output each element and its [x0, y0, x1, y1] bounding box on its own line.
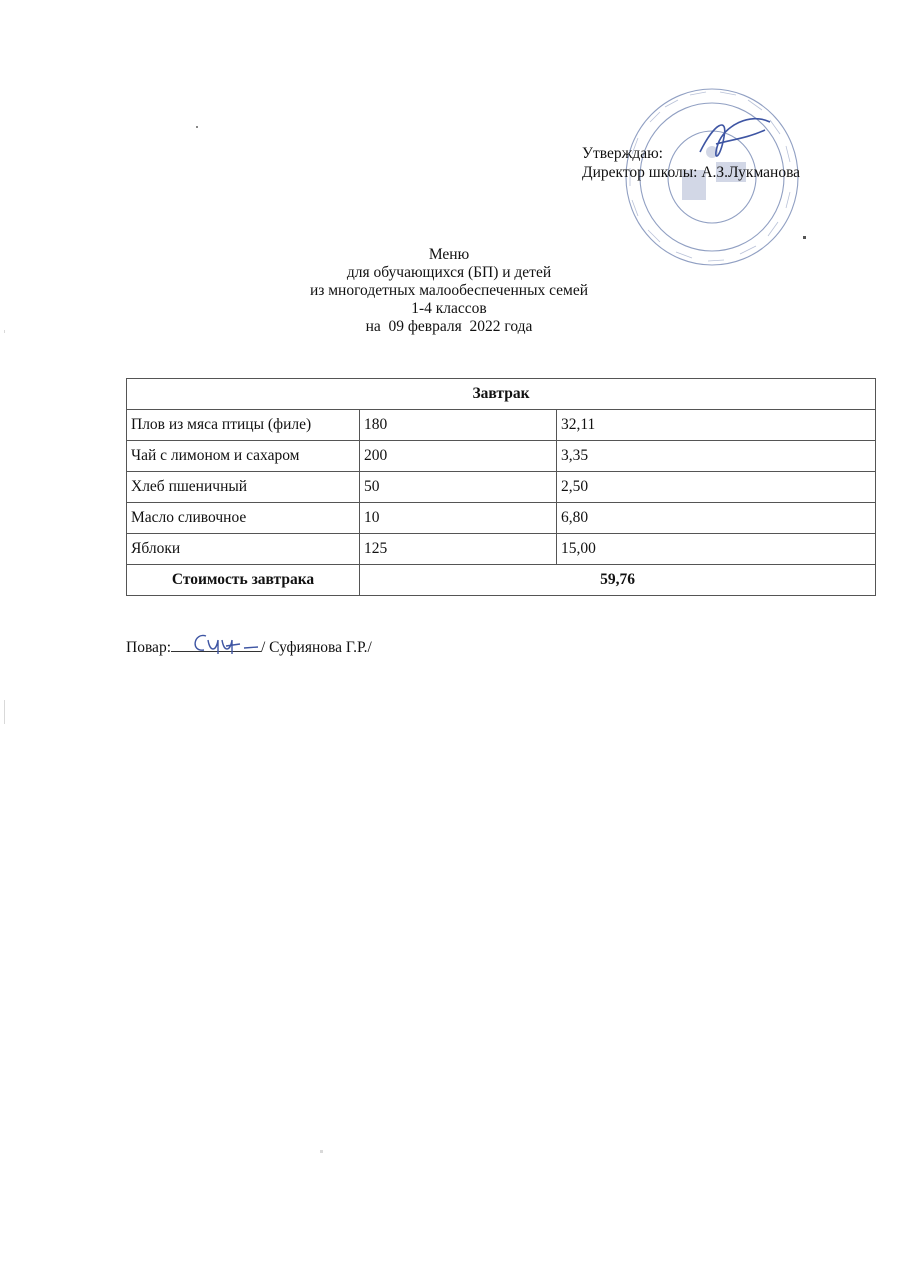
title-audience: для обучающихся (БП) и детей	[346, 264, 552, 281]
cook-label: Повар:	[126, 639, 171, 656]
cook-name: / Суфиянова Г.Р./	[261, 639, 372, 656]
price-cell: 6,80	[557, 503, 876, 534]
breakfast-menu-table	[126, 378, 876, 596]
scan-mark	[320, 1150, 323, 1153]
title-menu: Меню	[428, 246, 470, 263]
cook-signature	[188, 628, 268, 658]
scan-mark	[196, 126, 198, 128]
approval-block	[582, 144, 800, 182]
scan-mark	[803, 236, 806, 239]
title-grades: 1-4 классов	[411, 300, 487, 317]
weight-cell: 10	[360, 503, 557, 534]
total-row	[127, 565, 876, 596]
scan-mark	[4, 700, 5, 724]
table-row	[127, 534, 876, 565]
total-value: 59,76	[360, 565, 876, 596]
table-row	[127, 472, 876, 503]
weight-cell: 125	[360, 534, 557, 565]
dish-cell: Хлеб пшеничный	[127, 472, 360, 503]
table-row	[127, 503, 876, 534]
menu-title-block	[43, 246, 855, 336]
table-row	[127, 410, 876, 441]
weight-cell: 50	[360, 472, 557, 503]
dish-cell: Плов из мяса птицы (филе)	[127, 410, 360, 441]
section-title: Завтрак	[127, 379, 876, 410]
dish-cell: Чай с лимоном и сахаром	[127, 441, 360, 472]
title-families: из многодетных малообеспеченных семей	[309, 282, 589, 299]
dish-cell: Яблоки	[127, 534, 360, 565]
total-label: Стоимость завтрака	[127, 565, 360, 596]
scan-mark	[4, 330, 5, 333]
table-section-header	[127, 379, 876, 410]
table-row	[127, 441, 876, 472]
price-cell: 32,11	[557, 410, 876, 441]
title-date: на 09 февраля 2022 года	[365, 318, 533, 335]
approval-line: Утверждаю:	[582, 145, 663, 162]
price-cell: 15,00	[557, 534, 876, 565]
weight-cell: 200	[360, 441, 557, 472]
weight-cell: 180	[360, 410, 557, 441]
price-cell: 2,50	[557, 472, 876, 503]
dish-cell: Масло сливочное	[127, 503, 360, 534]
director-line: Директор школы: А.З.Лукманова	[582, 164, 801, 181]
price-cell: 3,35	[557, 441, 876, 472]
